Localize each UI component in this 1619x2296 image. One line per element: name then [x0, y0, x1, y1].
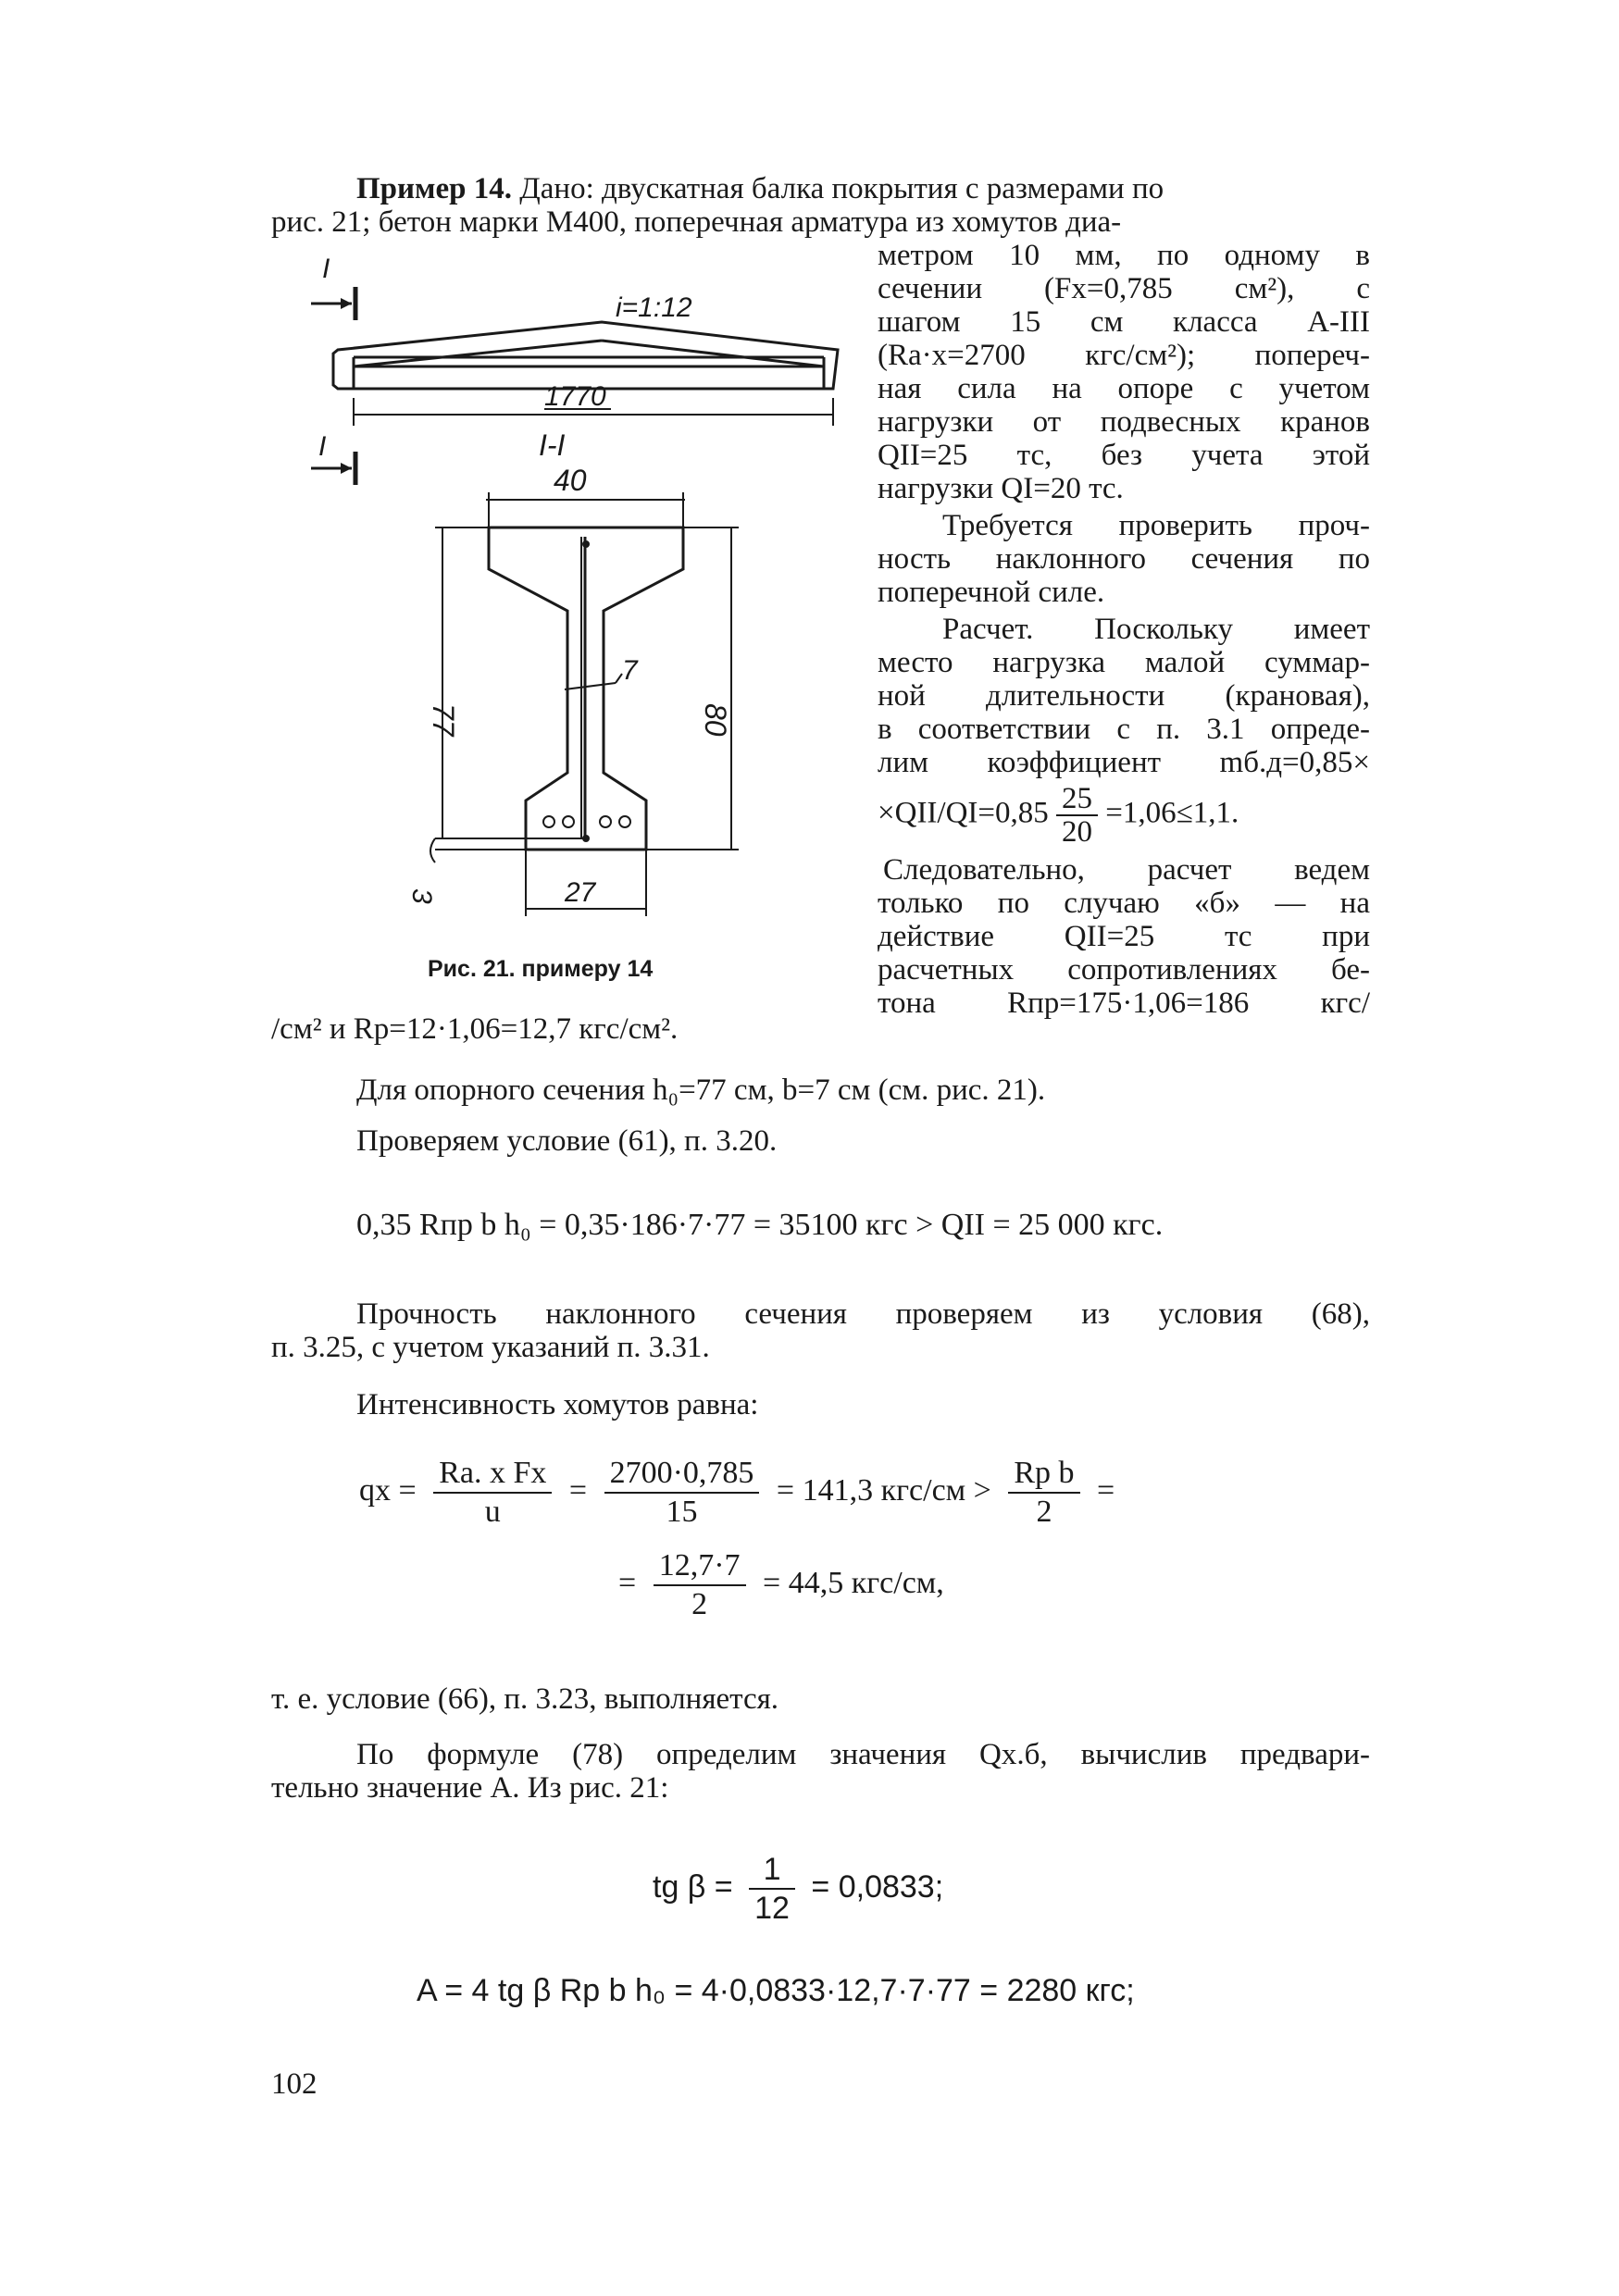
continuation-line: /см² и Rр=12·1,06=12,7 кгс/см².: [271, 1012, 679, 1046]
support-section: Для опорного сечения h₀=77 см, b=7 см (см. рис. 21).: [356, 1074, 1046, 1107]
figure-caption: Рис. 21. примеру 14: [428, 956, 654, 982]
coef-formula: [878, 783, 1370, 848]
coef-den: 20: [1062, 815, 1093, 849]
qx-f4-den: 2: [691, 1587, 708, 1621]
qx-l2-res: = 44,5 кгс/см,: [763, 1565, 944, 1600]
example-line-2: рис. 21; бетон марки М400, поперечная арматура из хомутов диа-: [271, 205, 1122, 239]
qx-end: =: [1097, 1472, 1115, 1508]
beam-elevation: [333, 322, 838, 389]
right-line: метром 10 мм, по одному в: [878, 239, 1370, 272]
right-line: сечении (Fх=0,785 см²), с: [878, 272, 1370, 305]
height-77: 77: [427, 703, 460, 737]
A-formula: A = 4 tg β Rр b h₀ = 4·0,0833·12,7·7·77 = 2280 кгс;: [417, 1973, 1135, 2008]
tg-lhs: tg β =: [653, 1868, 733, 1905]
calc-line: лим коэффициент mб.д=0,85×: [878, 746, 1370, 779]
intensity-line: Интенсивность хомутов равна:: [356, 1388, 759, 1421]
page-number: 102: [271, 2067, 318, 2101]
conclusion-line: Следовательно, расчет ведем: [883, 853, 1370, 887]
formula78-line-1: По формуле (78) определим значения Qх.б, вычислив предвари-: [356, 1738, 1370, 1771]
qx-formula-line-1: [359, 1455, 1115, 1531]
right-line: ная сила на опоре с учетом: [878, 372, 1370, 405]
requirement-line: Требуется проверить проч-: [942, 509, 1370, 542]
tg-formula: [653, 1851, 943, 1927]
qx-f2-num: 2700·0,785: [604, 1455, 760, 1494]
qx-formula-line-2: [618, 1547, 944, 1623]
calc-line: место нагрузка малой суммар-: [878, 646, 1370, 679]
qx-f4-num: 12,7·7: [654, 1547, 746, 1586]
qx-f3-num: Rр b: [1008, 1455, 1079, 1494]
slope-label: i=1:12: [616, 292, 692, 323]
strength-line-1: Прочность наклонного сечения проверяем из условия (68),: [356, 1297, 1370, 1331]
coef-num: 25: [1056, 783, 1098, 816]
right-line: нагрузки от подвесных кранов: [878, 405, 1370, 439]
qx-f1-den: u: [484, 1495, 501, 1529]
beam-figure: [296, 250, 870, 981]
tg-res: = 0,0833;: [811, 1868, 944, 1905]
check-condition: Проверяем условие (61), п. 3.20.: [356, 1124, 778, 1158]
right-line: QII=25 тс, без учета этой: [878, 439, 1370, 472]
conclusion-line: тона Rпр=175·1,06=186 кгс/: [878, 987, 1370, 1020]
qx-eq: =: [568, 1472, 588, 1508]
coef-left: ×QII/QI=0,85: [878, 796, 1049, 830]
section-title: I-I: [539, 428, 566, 462]
length-label: 1770: [544, 381, 606, 412]
calc-line: в соответствии с п. 3.1 опреде-: [878, 713, 1370, 746]
formula78-line-2: тельно значение А. Из рис. 21:: [271, 1771, 669, 1805]
tg-den: 12: [754, 1891, 790, 1926]
tg-num: 1: [749, 1851, 795, 1890]
right-line: шагом 15 см класса А-III: [878, 305, 1370, 339]
section-mark-bottom: I: [318, 431, 327, 462]
qx-f2-den: 15: [666, 1495, 698, 1529]
example-heading: [356, 172, 1164, 205]
coef-right: =1,06≤1,1.: [1105, 796, 1239, 830]
conclusion-line: только по случаю «б» — на: [878, 887, 1370, 920]
calc-line: ной длительности (крановая),: [878, 679, 1370, 713]
width-bottom: 27: [565, 877, 596, 908]
qx-mid: = 141,3 кгс/см >: [776, 1472, 991, 1508]
condition-ok: т. е. условие (66), п. 3.23, выполняется.: [271, 1682, 779, 1716]
height-80: 80: [699, 703, 732, 737]
right-line: (Rа·х=2700 кгс/см²); попереч-: [878, 339, 1370, 372]
qx-lhs: qх =: [359, 1472, 417, 1508]
web-label: 7: [622, 655, 638, 686]
qx-f1-num: Rа. х Fх: [433, 1455, 552, 1494]
conclusion-line: расчетных сопротивлениях бе-: [878, 953, 1370, 987]
calc-line: Расчет. Поскольку имеет: [942, 613, 1370, 646]
width-top: 40: [554, 464, 587, 497]
conclusion-line: действие QII=25 тс при: [878, 920, 1370, 953]
right-line: нагрузки QI=20 тс.: [878, 472, 1124, 505]
requirement-line: поперечной силе.: [878, 576, 1105, 609]
example-title: Пример 14.: [356, 172, 513, 205]
cover-label: 3: [406, 888, 437, 904]
example-line-1: Дано: двускатная балка покрытия с размерами по: [519, 172, 1164, 205]
qx-l2-eq: =: [618, 1565, 637, 1600]
qx-f3-den: 2: [1036, 1495, 1052, 1529]
strength-line-2: п. 3.25, с учетом указаний п. 3.31.: [271, 1331, 710, 1364]
requirement-line: ность наклонного сечения по: [878, 542, 1370, 576]
right-column: [878, 239, 1370, 1020]
formula-61: 0,35 Rпр b h₀ = 0,35·186·7·77 = 35100 кгс > QII = 25 000 кгс.: [356, 1208, 1164, 1242]
section-mark-top: I: [322, 254, 330, 284]
